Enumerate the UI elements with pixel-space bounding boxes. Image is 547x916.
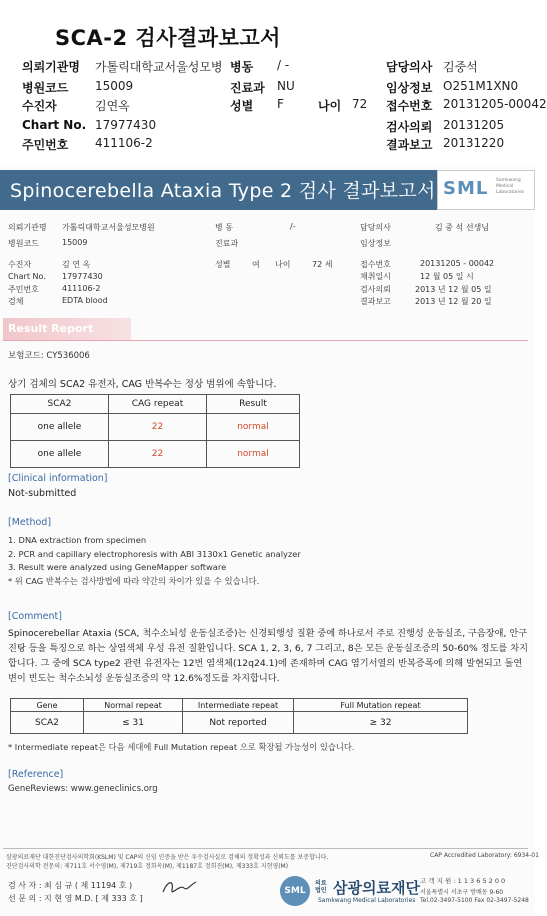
label-request-date: 검사의뢰 bbox=[386, 120, 433, 134]
info-value: EDTA blood bbox=[62, 296, 108, 305]
result-table bbox=[10, 394, 300, 468]
label-hospital-code: 병원코드 bbox=[22, 81, 69, 95]
info-label: 의뢰기관명 bbox=[8, 223, 47, 232]
signature-icon bbox=[160, 876, 200, 900]
value-chart-no: 17977430 bbox=[95, 118, 157, 132]
info-value: 김 연 옥 bbox=[62, 260, 91, 269]
value-physician: 김중석 bbox=[443, 60, 478, 74]
label-physician: 담당의사 bbox=[386, 60, 433, 74]
info-value: 72 세 bbox=[312, 260, 333, 269]
value-resident-no: 411106-2 bbox=[95, 136, 153, 150]
value-report-date: 20131220 bbox=[443, 136, 505, 150]
value-patient: 김연옥 bbox=[95, 99, 130, 113]
label-institution: 의뢰기관명 bbox=[22, 60, 80, 74]
foundation-name-en: Samkwang Medical Laboratories bbox=[318, 897, 416, 904]
range-normal-cell: ≤ 31 bbox=[84, 712, 183, 734]
value-sex: F bbox=[277, 97, 284, 111]
insurance-code: 보험코드: CY536006 bbox=[8, 351, 90, 361]
info-label: Chart No. bbox=[8, 272, 46, 281]
method-heading: [Method] bbox=[8, 517, 52, 528]
method-line: 3. Result were analyzed using GeneMapper software bbox=[8, 562, 227, 572]
info-value: 2013 년 12 월 05 일 bbox=[415, 285, 492, 294]
result-cell: normal bbox=[207, 414, 300, 441]
value-receipt-no: 20131205-00042 bbox=[443, 97, 547, 111]
info-label: 담당의사 bbox=[360, 223, 391, 232]
info-label: 접수번호 bbox=[360, 260, 391, 269]
cag-repeat-cell: 22 bbox=[109, 441, 207, 468]
cag-repeat-cell: 22 bbox=[109, 414, 207, 441]
table-row bbox=[11, 441, 300, 468]
method-note: * 위 CAG 반복수는 검사방법에 따라 약간의 차이가 있을 수 있습니다. bbox=[8, 576, 260, 586]
report-title: SCA-2 검사결과보고서 bbox=[55, 26, 281, 50]
cert-line-1: 삼광의료재단 대한진단검사의학회(KSLM) 및 CAP의 신임 인증을 받은 우수검사실로 검체의 정확성과 신뢰도를 보증합니다. bbox=[6, 854, 329, 861]
info-label: 진료과 bbox=[215, 239, 239, 248]
label-department: 진료과 bbox=[230, 81, 265, 95]
contact-line: 서울특별시 서초구 방배동 9-60 bbox=[420, 889, 504, 896]
comment-text: Spinocerebellar Ataxia (SCA, 척수소뇌성 운동실조증)는 신경퇴행성 질환 중에 하나로서 주로 진행성 운동실조, 구음장애, 안구진탕 등을 특징으로 하는 상염색체 우성 유전 질환입니다. SCA 1, 2, 3, 6, 7 그리고, 8은 모든 운동실조증의 50-60% 정도를 차지합니다. 그 중에 SCA type2 관련 유전자는 12번 염색체(12q24.1)에 존재하며 CAG 염기서열의 반복증폭에 의해 발현되고 돌연변이 빈도는 척수소뇌성 운동실조증의 약 12.6%정도를 차지합니다. bbox=[8, 628, 528, 684]
banner-title: Spinocerebella Ataxia Type 2 검사 결과보고서 bbox=[10, 180, 436, 202]
result-cell: normal bbox=[207, 441, 300, 468]
range-header-gene: Gene bbox=[11, 699, 84, 712]
result-sentence: 상기 검체의 SCA2 유전자, CAG 반복수는 정상 범위에 속합니다. bbox=[8, 379, 277, 390]
reference-text: GeneReviews: www.geneclinics.org bbox=[8, 784, 158, 794]
contact-line: 고 객 지 원 : 1 1 3 6 5 2 0 0 bbox=[420, 877, 506, 885]
label-clinical-info: 임상정보 bbox=[386, 81, 433, 95]
info-label: 수진자 bbox=[8, 260, 32, 269]
info-value: 여 bbox=[252, 260, 260, 269]
value-ward: / - bbox=[277, 58, 290, 72]
info-label: 주민번호 bbox=[8, 285, 39, 294]
intermediate-note: * Intermediate repeat은 다음 세대에 Full Mutation repeat 으로 확장될 가능성이 있습니다. bbox=[8, 742, 355, 752]
label-ward: 병동 bbox=[230, 60, 254, 74]
value-department: NU bbox=[277, 79, 295, 93]
info-label: 검사의뢰 bbox=[360, 285, 391, 294]
range-intermediate-cell: Not reported bbox=[183, 712, 294, 734]
value-clinical-info: O251M1XN0 bbox=[443, 79, 519, 93]
info-value: 가톨릭대학교서울성모병원 bbox=[62, 223, 155, 232]
info-value: 12 월 05 일 시 bbox=[420, 272, 474, 281]
allele-cell: one allele bbox=[11, 414, 109, 441]
result-header-cag: CAG repeat bbox=[109, 395, 207, 414]
info-label: 채취일시 bbox=[360, 272, 391, 281]
range-gene-cell: SCA2 bbox=[11, 712, 84, 734]
info-value: 김 중 석 선생님 bbox=[435, 223, 489, 232]
info-label: 병 동 bbox=[215, 223, 233, 232]
value-age: 72 bbox=[352, 97, 368, 111]
footer-divider bbox=[3, 848, 528, 849]
value-request-date: 20131205 bbox=[443, 118, 505, 132]
repeat-range-table bbox=[10, 698, 468, 734]
examiner: 검 사 자 : 최 심 규 ( 제 11194 호 ) bbox=[8, 881, 133, 890]
result-report-label: Result Report bbox=[8, 322, 94, 335]
info-value: 20131205 - 00042 bbox=[420, 259, 495, 268]
value-hospital-code: 15009 bbox=[95, 79, 134, 93]
table-row bbox=[11, 712, 468, 734]
foundation-prefix: 의료 법인 bbox=[315, 880, 327, 894]
info-value: 15009 bbox=[62, 238, 88, 247]
cert-line-2: 진단검사의학 전문의: 제711호 서수영(M), 제719호 정희옥(M), 제1187호 정희진(M), 제333호 지현영(M) bbox=[6, 863, 289, 870]
info-label: 성별 bbox=[215, 260, 231, 269]
comment-heading: [Comment] bbox=[8, 611, 62, 622]
info-label: 나이 bbox=[275, 260, 291, 269]
foundation-name: 삼광의료재단 bbox=[333, 879, 420, 897]
result-header-gene: SCA2 bbox=[11, 395, 109, 414]
section-divider bbox=[3, 340, 528, 341]
info-value: 17977430 bbox=[62, 272, 103, 281]
info-label: 병원코드 bbox=[8, 239, 39, 248]
foundation-stamp: SML bbox=[280, 876, 310, 906]
info-value: 411106-2 bbox=[62, 284, 101, 293]
clinical-text: Not-submitted bbox=[8, 488, 77, 499]
label-receipt-no: 접수번호 bbox=[386, 99, 433, 113]
info-label: 임상정보 bbox=[360, 239, 391, 248]
label-resident-no: 주민번호 bbox=[22, 138, 69, 152]
method-line: 2. PCR and capillary electrophoresis with ABI 3130x1 Genetic analyzer bbox=[8, 549, 301, 559]
info-label: 검체 bbox=[8, 297, 24, 306]
range-full-cell: ≥ 32 bbox=[294, 712, 468, 734]
result-header-result: Result bbox=[207, 395, 300, 414]
clinical-heading: [Clinical information] bbox=[8, 473, 108, 484]
range-header-normal: Normal repeat bbox=[84, 699, 183, 712]
label-report-date: 결과보고 bbox=[386, 138, 433, 152]
method-line: 1. DNA extraction from specimen bbox=[8, 535, 147, 545]
contact-line: Tel.02-3497-5100 Fax 02-3497-5248 bbox=[420, 897, 529, 904]
sml-logo-subtitle: Samkwang Medical Laboratories bbox=[496, 178, 525, 195]
cap-accreditation: CAP Accredited Laboratory: 6934-01 bbox=[430, 852, 539, 859]
label-patient: 수진자 bbox=[22, 99, 57, 113]
allele-cell: one allele bbox=[11, 441, 109, 468]
range-header-full: Full Mutation repeat bbox=[294, 699, 468, 712]
info-value: /- bbox=[290, 222, 296, 231]
info-label: 결과보고 bbox=[360, 297, 391, 306]
value-institution: 가톨릭대학교서울성모병 bbox=[95, 60, 223, 74]
label-chart-no: Chart No. bbox=[22, 118, 87, 132]
table-row bbox=[11, 414, 300, 441]
info-value: 2013 년 12 월 20 일 bbox=[415, 297, 492, 306]
reviewer: 선 문 의 : 지 현 영 M.D. [ 제 333 호 ] bbox=[8, 894, 143, 903]
reference-heading: [Reference] bbox=[8, 769, 64, 780]
sml-logo: SML bbox=[443, 178, 489, 199]
label-sex: 성별 bbox=[230, 99, 254, 113]
label-age: 나이 bbox=[318, 99, 342, 113]
range-header-intermediate: Intermediate repeat bbox=[183, 699, 294, 712]
